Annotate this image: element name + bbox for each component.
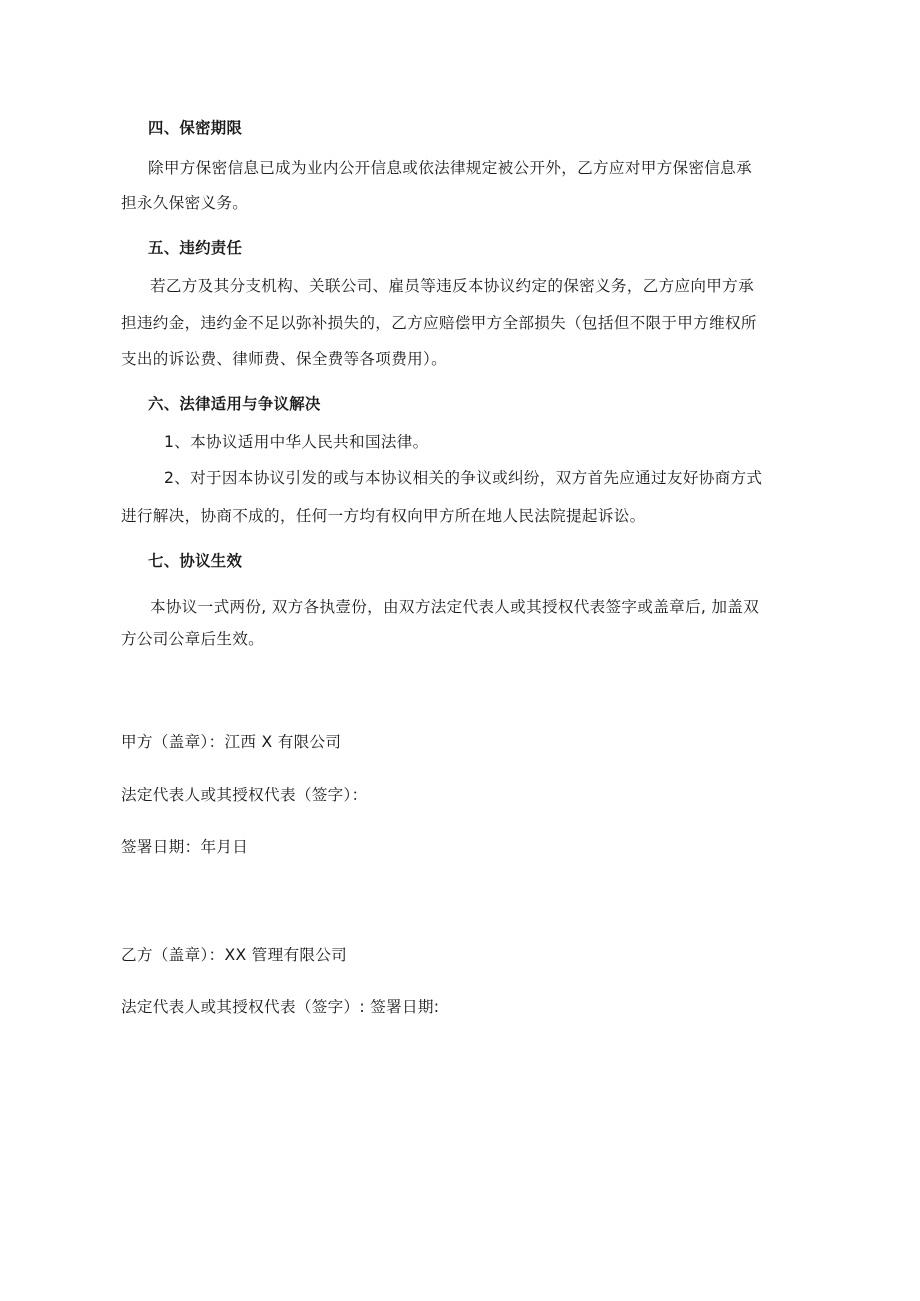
party-a-seal-line: 甲方（盖章）：江西 X 有限公司 <box>121 733 342 751</box>
section-4-heading: 四、保密期限 <box>148 119 243 137</box>
section-7-paragraph-line-1: 本协议一式两份, 双方各执壹份，由双方法定代表人或其授权代表签字或盖章后, 加盖双 <box>150 598 760 616</box>
section-5-heading: 五、违约责任 <box>148 239 243 257</box>
section-4-paragraph-line-1: 除甲方保密信息已成为业内公开信息或依法律规定被公开外，乙方应对甲方保密信息承 <box>148 159 752 177</box>
party-b-seal-line: 乙方（盖章）：XX 管理有限公司 <box>121 946 348 964</box>
party-b-representative-date-line: 法定代表人或其授权代表（签字）: 签署日期: <box>121 998 440 1016</box>
section-6-item-2-line-1: 2、对于因本协议引发的或与本协议相关的争议或纠纷，双方首先应通过友好协商方式 <box>164 469 763 487</box>
section-4-paragraph-line-2: 担永久保密义务。 <box>121 194 249 212</box>
section-5-paragraph-line-3: 支出的诉讼费、律师费、保全费等各项费用）。 <box>121 350 447 368</box>
section-7-paragraph-line-2: 方公司公章后生效。 <box>121 630 265 648</box>
section-6-item-2-line-2: 进行解决，协商不成的，任何一方均有权向甲方所在地人民法院提起诉讼。 <box>121 507 646 525</box>
section-5-paragraph-line-2: 担违约金，违约金不足以弥补损失的，乙方应赔偿甲方全部损失（包括但不限于甲方维权所 <box>121 314 757 332</box>
party-a-date-line: 签署日期：年月日 <box>121 838 249 856</box>
section-6-heading: 六、法律适用与争议解决 <box>148 395 321 413</box>
section-7-heading: 七、协议生效 <box>148 552 243 570</box>
party-a-representative-line: 法定代表人或其授权代表（签字）： <box>121 786 368 804</box>
section-6-item-1: 1、本协议适用中华人民共和国法律。 <box>164 433 429 451</box>
section-5-paragraph-line-1: 若乙方及其分支机构、关联公司、雇员等违反本协议约定的保密义务，乙方应向甲方承 <box>150 277 754 295</box>
